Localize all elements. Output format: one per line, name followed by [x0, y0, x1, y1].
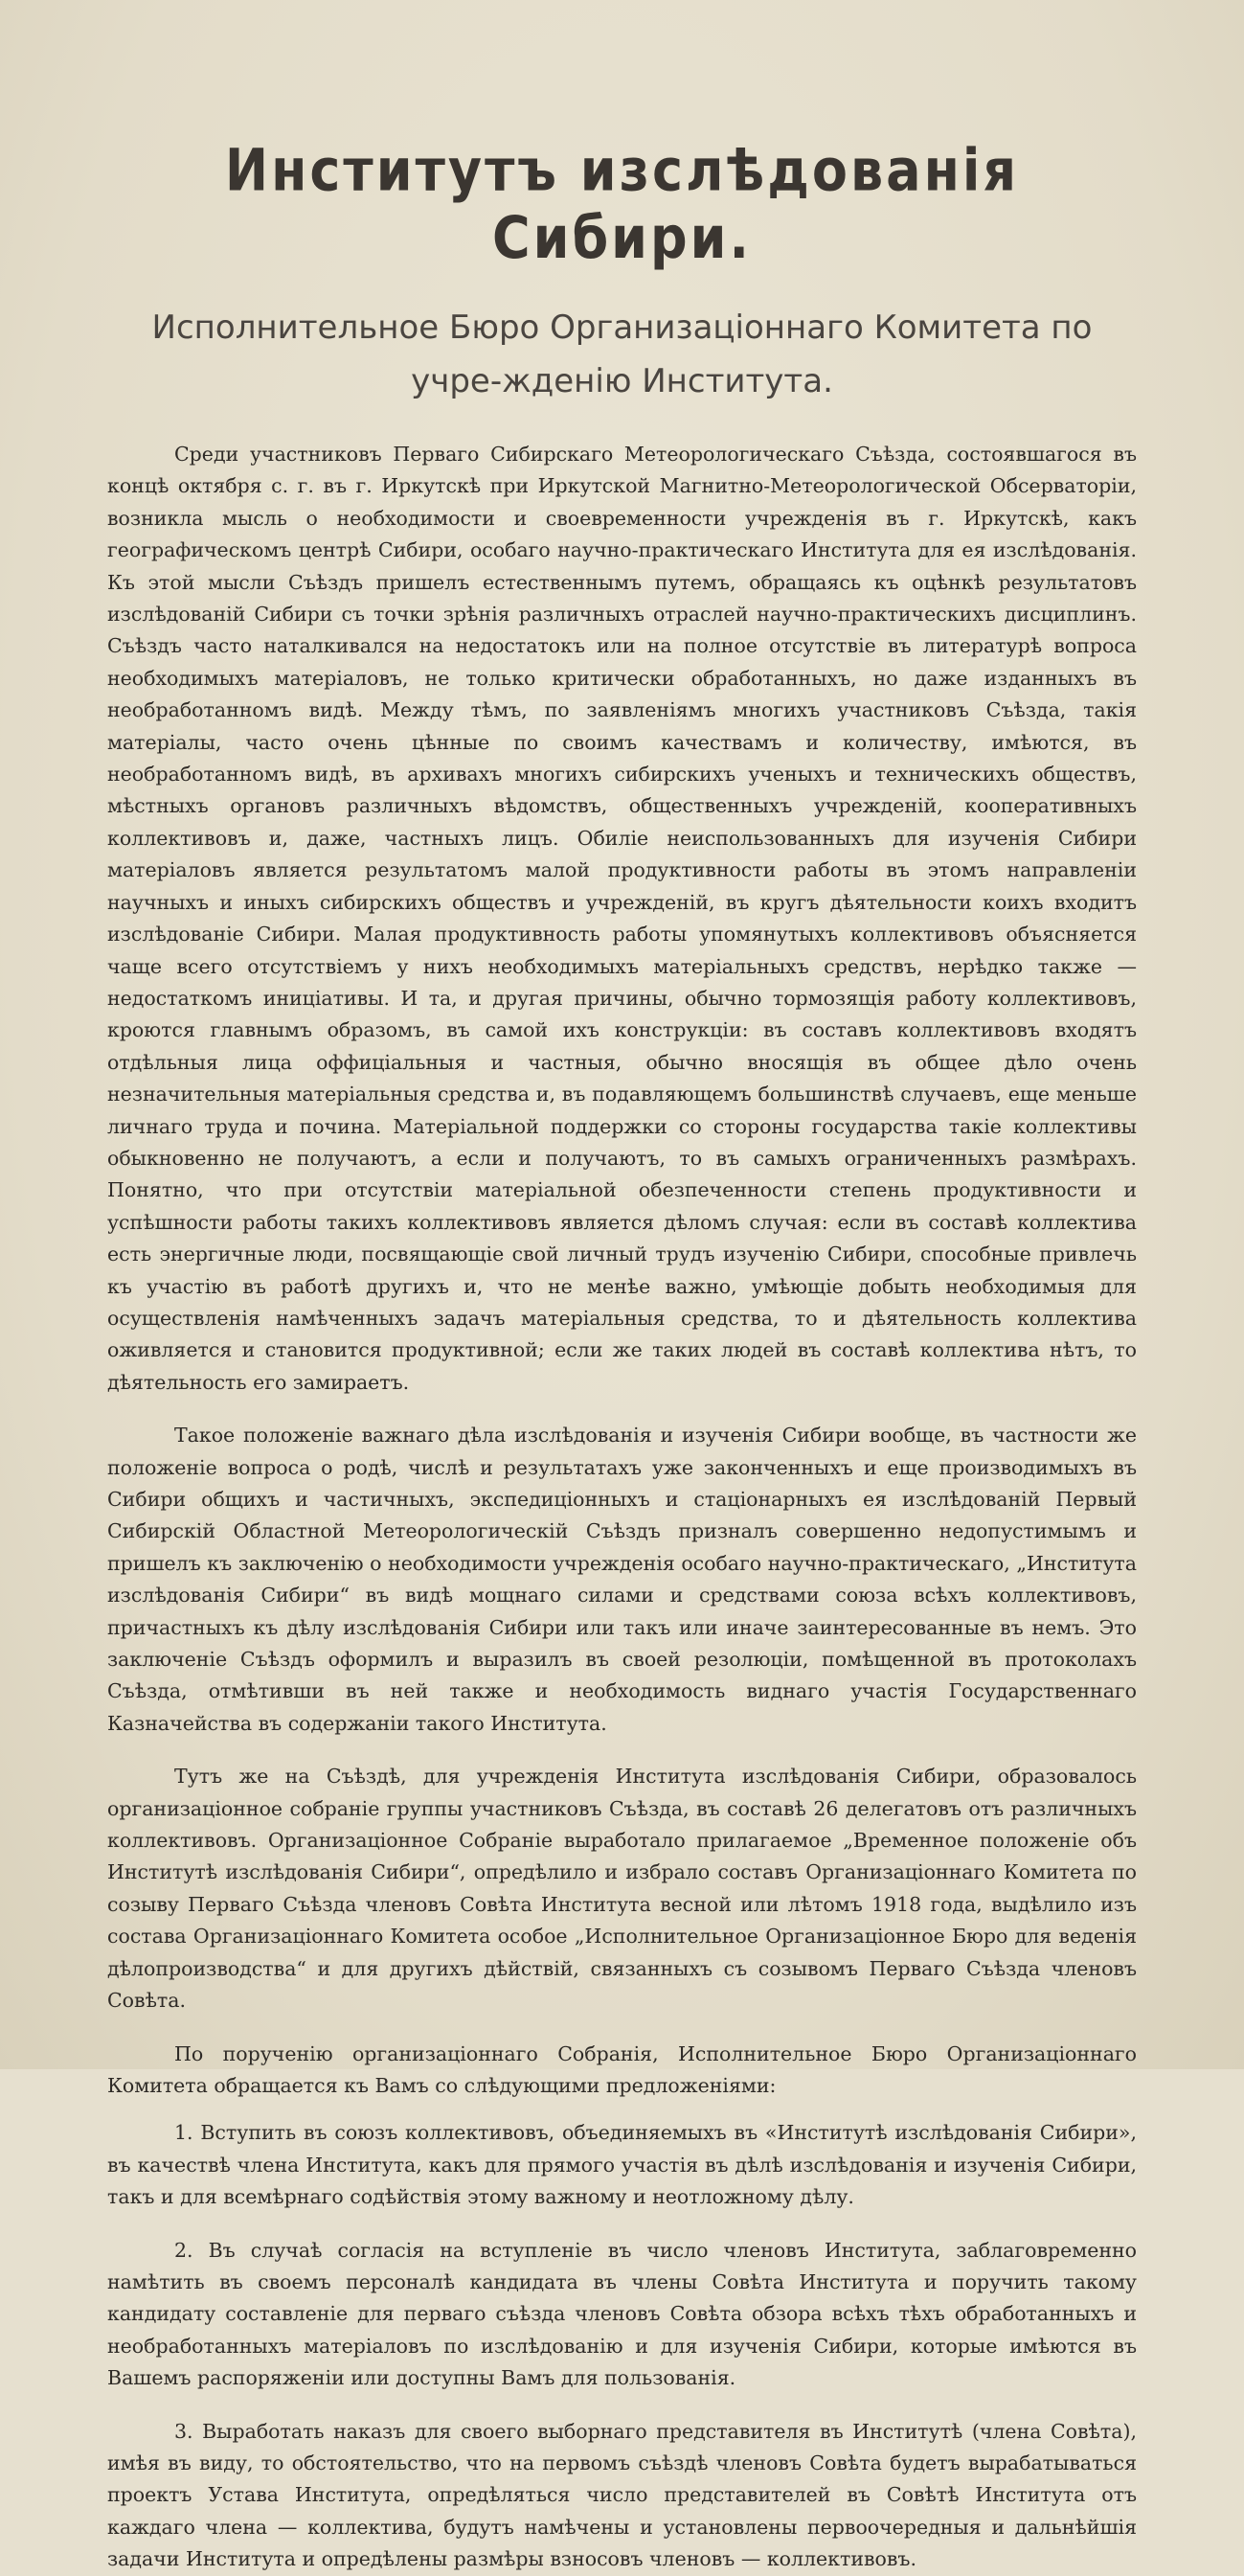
- paragraph-situation: Такое положеніе важнаго дѣла изслѣдованія и изученія Сибири вообще, въ частности же положеніе вопроса о родѣ, числѣ и результатахъ уже законченныхъ и еще производимыхъ въ Сибири общихъ и частичныхъ, экспедиціонныхъ и стаціонарныхъ ея изслѣдованій Первый Сибирскій Областной Метеорологическій Съѣздъ призналъ совершенно недопустимымъ и пришелъ къ заключенію о необходимости учрежденія особаго научно-практическаго, „Института изслѣдованія Сибири“ въ видѣ мощнаго силами и средствами союза всѣхъ коллективовъ, причастныхъ къ дѣлу изслѣдованія Сибири или такъ или иначе заинтересованные въ немъ. Это заключеніе Съѣздъ оформилъ и выразилъ въ своей резолюціи, помѣщенной въ протоколахъ Съѣзда, отмѣтивши въ ней также и необходимость виднаго участія Государственнаго Казначейства въ содержаніи такого Института.: [107, 1424, 1137, 1735]
- proposal-2: 2. Въ случаѣ согласія на вступленіе въ число членовъ Института, заблаговременно намѣтить въ своемъ персоналѣ кандидата въ члены Совѣта Института и поручить такому кандидату составленіе для перваго съѣзда членовъ Совѣта обзора всѣхъ тѣхъ обработанныхъ и необработанныхъ матеріаловъ по изслѣдованію и для изученія Сибири, которые имѣются въ Вашемъ распоряженіи или доступны Вамъ для пользованія.: [107, 2238, 1137, 2390]
- proposal-1: 1. Вступить въ союзъ коллективовъ, объединяемыхъ въ «Институтѣ изслѣдованія Сибири», въ качествѣ члена Института, какъ для прямого участія въ дѣлѣ изслѣдованія и изученія Сибири, такъ и для всемѣрнаго содѣйствія этому важному и неотложному дѣлу.: [107, 2121, 1137, 2209]
- document-subtitle: Исполнительное Бюро Организаціоннаго Комитета по учре-жденію Института.: [151, 308, 1093, 400]
- paragraph-organization: Тутъ же на Съѣздѣ, для учрежденія Института изслѣдованія Сибири, образовалось организаціонное собраніе группы участниковъ Съѣзда, въ составѣ 26 делегатовъ отъ различныхъ коллективовъ. Организаціонное Собраніе выработало прилагаемое „Временное положеніе объ Институтѣ изслѣдованія Сибири“, опредѣлило и избрало составъ Организаціоннаго Комитета по созыву Перваго Съѣзда членовъ Совѣта Института весной или лѣтомъ 1918 года, выдѣлило изъ состава Организаціоннаго Комитета особое „Исполнительное Организаціонное Бюро для веденія дѣлопроизводства“ и для другихъ дѣйствій, связанныхъ съ созывомъ Перваго Съѣзда членовъ Совѣта.: [107, 1765, 1137, 2013]
- paragraph-intro: Среди участниковъ Перваго Сибирскаго Метеорологическаго Съѣзда, состоявшагося въ концѣ октября с. г. въ г. Иркутскѣ при Иркутской Магнитно-Метеорологической Обсерваторіи, возникла мысль о необходимости и своевременности учрежденія въ г. Иркутскѣ, какъ географическомъ центрѣ Сибири, особаго научно-практическаго Института для ея изслѣдованія. Къ этой мысли Съѣздъ пришелъ естественнымъ путемъ, обращаясь къ оцѣнкѣ результатовъ изслѣдованій Сибири съ точки зрѣнія различныхъ отраслей научно-практическихъ дисциплинъ. Съѣздъ часто наталкивался на недостатокъ или на полное отсутствіе въ литературѣ вопроса необходимыхъ матеріаловъ, не только критически обработанныхъ, но даже изданныхъ въ необработанномъ видѣ. Между тѣмъ, по заявленіямъ многихъ участниковъ Съѣзда, такія матеріалы, часто очень цѣнные по своимъ качествамъ и количеству, имѣются, въ необработанномъ видѣ, въ архивахъ многихъ сибирскихъ ученыхъ и техническихъ обществъ, мѣстныхъ органовъ различныхъ вѣдомствъ, общественныхъ учрежденій, кооперативныхъ коллективовъ и, даже, частныхъ лицъ. Обиліе неиспользованныхъ для изученія Сибири матеріаловъ является результатомъ малой продуктивности работы въ этомъ направленіи научныхъ и иныхъ сибирскихъ обществъ и учрежденій, въ кругъ дѣятельности коихъ входитъ изслѣдованіе Сибири. Малая продуктивность работы упомянутыхъ коллективовъ объясняется чаще всего отсутствіемъ у нихъ необходимыхъ матеріальныхъ средствъ, нерѣдко также — недостаткомъ иниціативы. И та, и другая причины, обычно тормозящія работу коллективовъ, кроются главнымъ образомъ, въ самой ихъ конструкціи: въ составъ коллективовъ входятъ отдѣльныя лица оффиціальныя и частныя, обычно вносящія въ общее дѣло очень незначительныя матеріальныя средства и, въ подавляющемъ большинствѣ случаевъ, еще меньше личнаго труда и почина. Матеріальной поддержки со стороны государства такіе коллективы обыкновенно не получаютъ, а если и получаютъ, то въ самыхъ ограниченныхъ размѣрахъ. Понятно, что при отсутствіи матеріальной обезпеченности степень продуктивности и успѣшности работы такихъ коллективовъ является дѣломъ случая: если въ составѣ коллектива есть энергичные люди, посвящающіе свой личный трудъ изученію Сибири, способные привлечь къ участію въ работѣ другихъ и, что не менѣе важно, умѣющіе добыть необходимыя для осуществленія намѣченныхъ задачъ матеріальныя средства, то и дѣятельность коллектива оживляется и становится продуктивной; если же таких людей въ составѣ коллектива нѣтъ, то дѣятельность его замираетъ.: [107, 443, 1137, 1394]
- proposal-3: 3. Выработать наказъ для своего выборнаго представителя въ Институтѣ (члена Совѣта), имѣя въ виду, то обстоятельство, что на первомъ съѣздѣ членовъ Совѣта будетъ вырабатываться проектъ Устава Института, опредѣляться число представителей въ Совѣтѣ Института отъ каждаго члена — коллектива, будутъ намѣчены и установлены первоочередныя и дальнѣйшія задачи Института и опредѣлены размѣры взносовъ членовъ — коллективовъ.: [107, 2419, 1137, 2571]
- document-title: Институтъ изслѣдованія Сибири.: [224, 136, 1020, 272]
- paragraph-appeal: По порученію организаціоннаго Собранія, Исполнительное Бюро Организаціоннаго Комитета обращается къ Вамъ со слѣдующими предложеніями:: [107, 2041, 1137, 2097]
